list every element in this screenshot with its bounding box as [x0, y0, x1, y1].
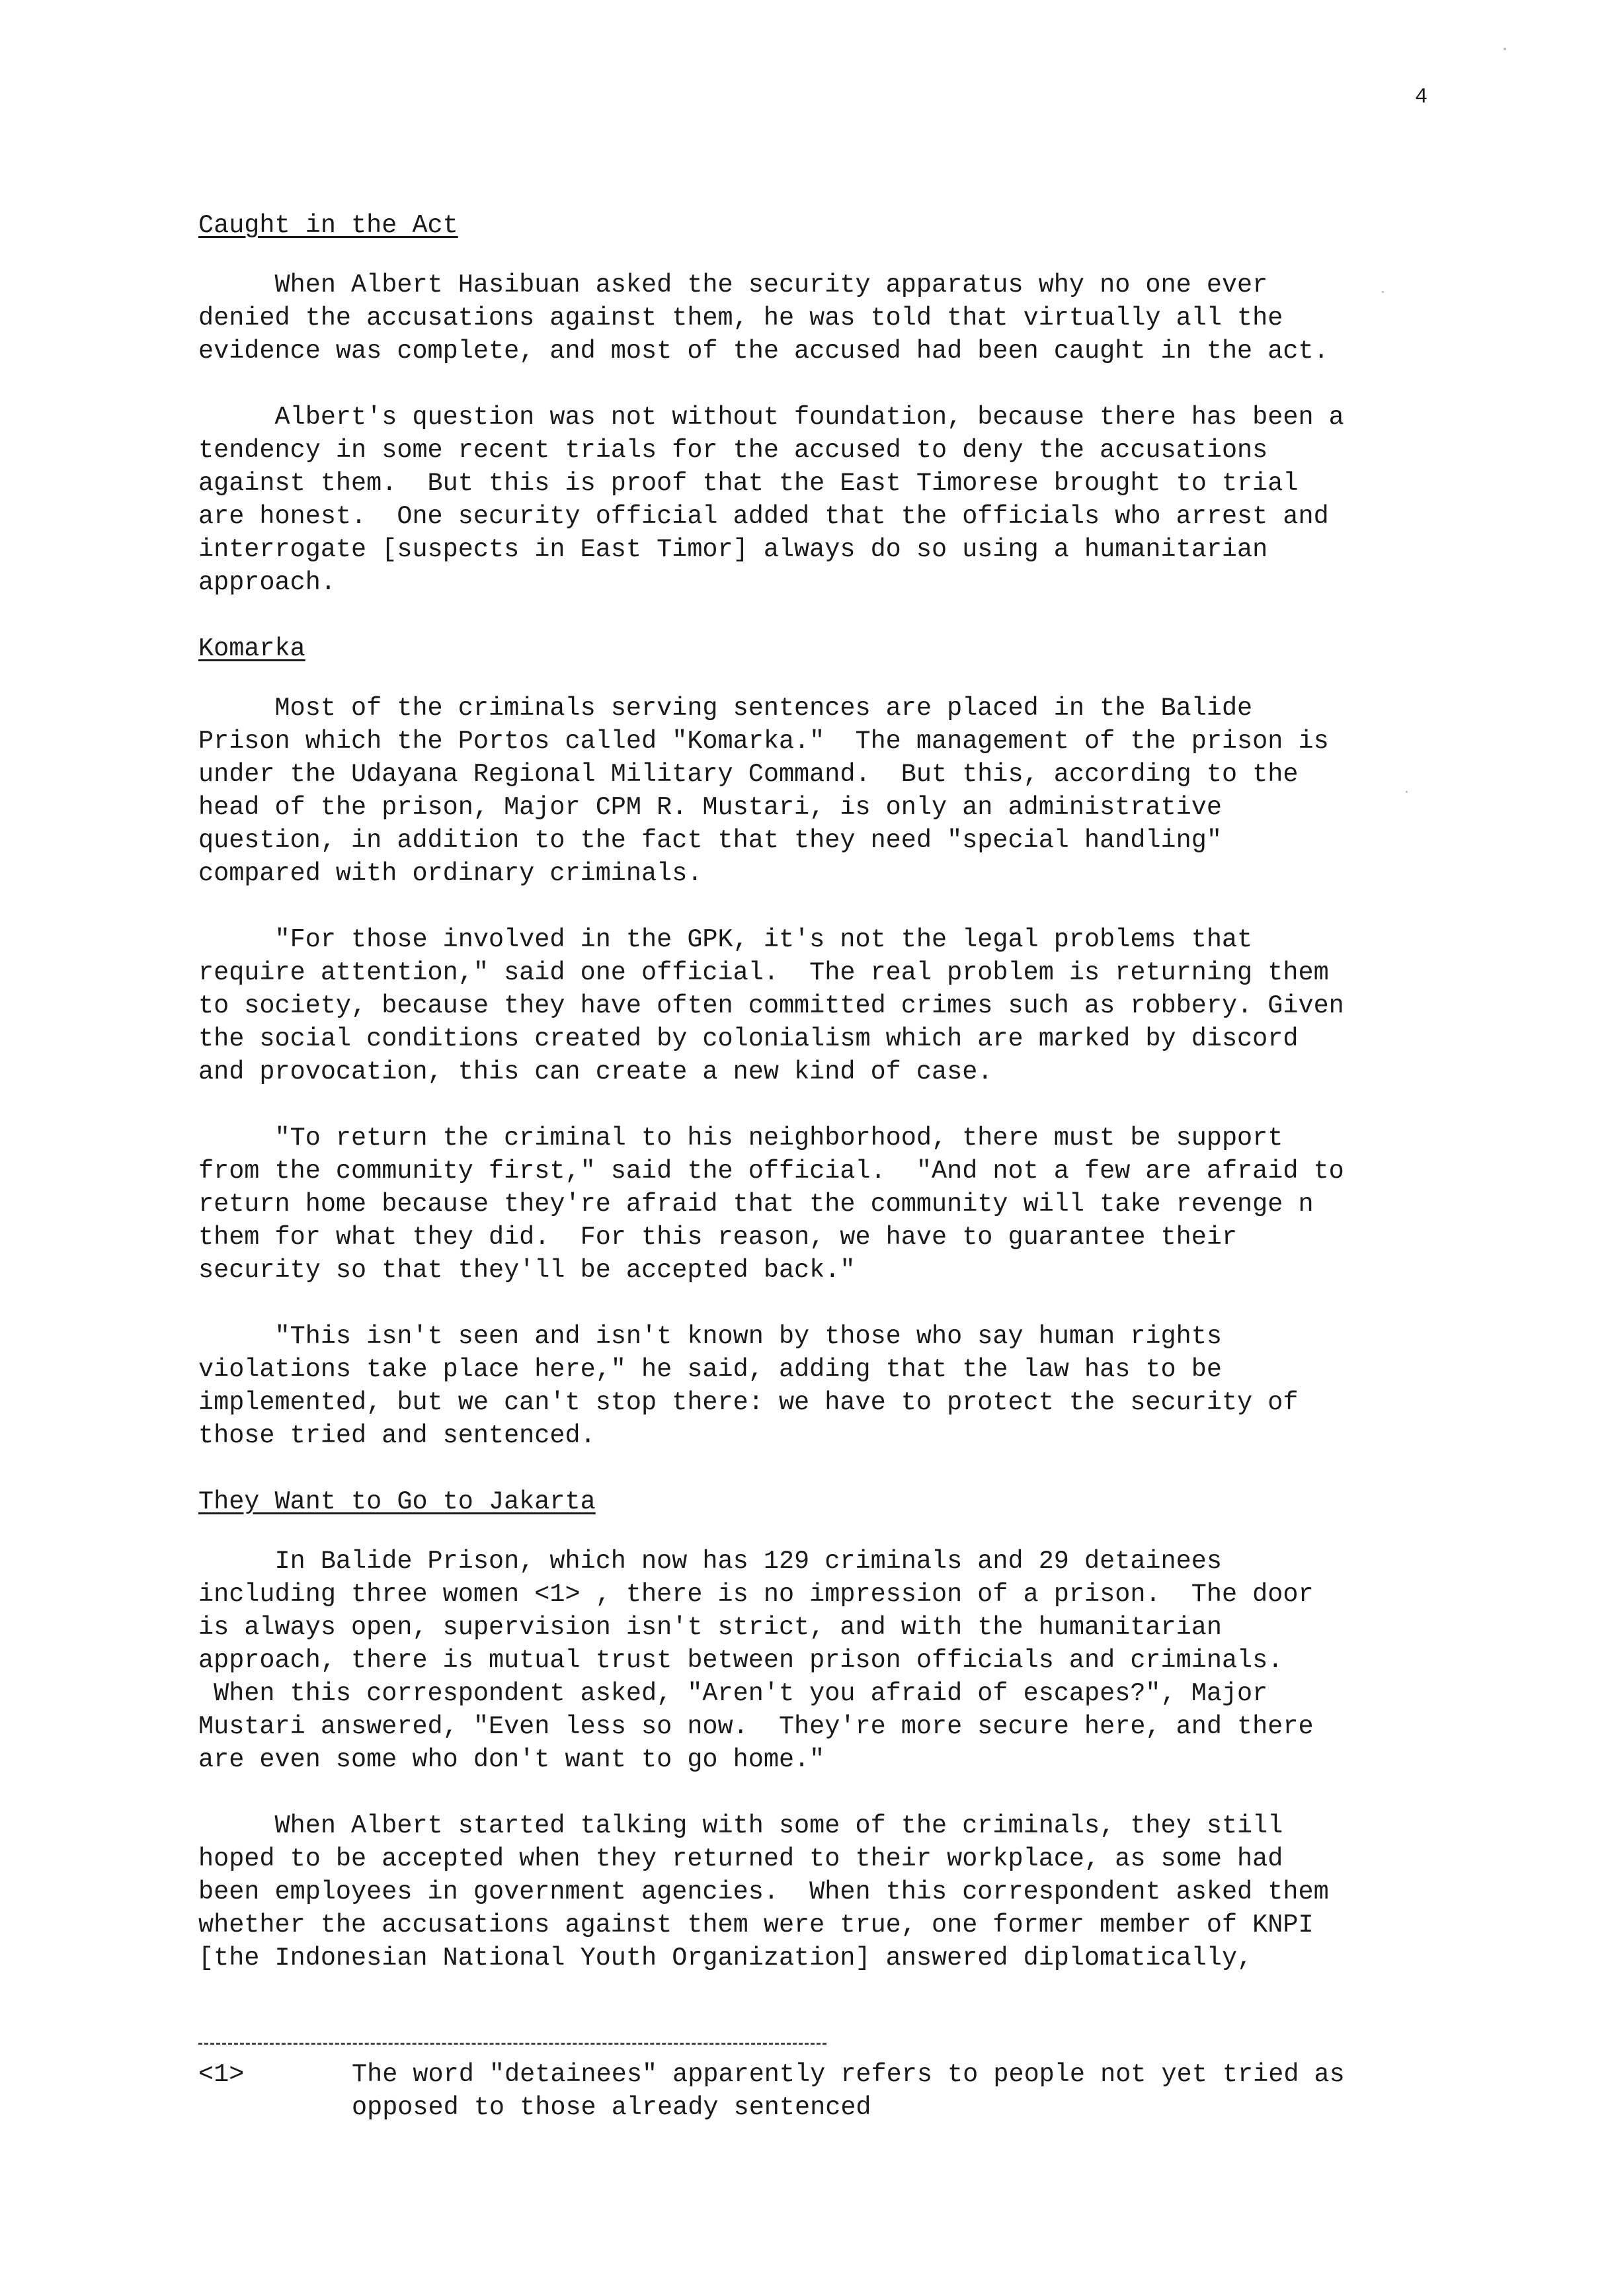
paragraph: [198, 692, 1455, 890]
text-line: is always open, supervision isn't strict, and with the humanitarian: [198, 1613, 1222, 1642]
text-line: interrogate [suspects in East Timor] always do so using a humanitarian: [198, 535, 1268, 564]
text-line: evidence was complete, and most of the accused had been caught in the act.: [198, 337, 1329, 366]
text-line: In Balide Prison, which now has 129 criminals and 29 detainees: [198, 1547, 1222, 1576]
text-line: When Albert Hasibuan asked the security apparatus why no one ever: [198, 270, 1268, 300]
text-line: compared with ordinary criminals.: [198, 859, 703, 888]
text-line: to society, because they have often committed crimes such as robbery. Given: [198, 991, 1344, 1020]
footnote-text: [352, 2058, 1345, 2124]
text-line: the social conditions created by colonialism which are marked by discord: [198, 1024, 1299, 1053]
paragraph: [198, 923, 1455, 1088]
text-line: head of the prison, Major CPM R. Mustari, is only an administrative: [198, 793, 1222, 822]
text-line: question, in addition to the fact that they need "special handling": [198, 826, 1222, 855]
text-line: violations take place here," he said, adding that the law has to be: [198, 1355, 1222, 1384]
scan-speck: [1382, 291, 1384, 293]
text-line: been employees in government agencies. When this correspondent asked them: [198, 1877, 1329, 1906]
text-line: Mustari answered, "Even less so now. They're more secure here, and there: [198, 1712, 1314, 1741]
text-line: are even some who don't want to go home.": [198, 1745, 825, 1774]
section-heading: They Want to Go to Jakarta: [198, 1487, 596, 1516]
paragraph: [198, 1809, 1455, 1975]
page-number: 4: [1415, 85, 1428, 109]
text-line: them for what they did. For this reason, we have to guarantee their: [198, 1223, 1238, 1252]
text-line: hoped to be accepted when they returned to their workplace, as some had: [198, 1844, 1283, 1873]
footnote-label: <1>: [198, 2060, 245, 2089]
paragraph: [198, 1545, 1455, 1776]
paragraph: [198, 1122, 1455, 1287]
text-line: When this correspondent asked, "Aren't you afraid of escapes?", Major: [198, 1679, 1268, 1708]
text-line: opposed to those already sentenced: [352, 2093, 871, 2122]
text-line: tendency in some recent trials for the accused to deny the accusations: [198, 436, 1268, 465]
text-line: implemented, but we can't stop there: we have to protect the security of: [198, 1388, 1299, 1417]
paragraph: [198, 1320, 1455, 1452]
text-line: require attention," said one official. The real problem is returning them: [198, 958, 1329, 987]
section-heading: Komarka: [198, 634, 305, 663]
footnote-divider: [198, 2043, 826, 2045]
text-line: security so that they'll be accepted back.": [198, 1256, 856, 1285]
text-line: those tried and sentenced.: [198, 1421, 596, 1450]
text-line: When Albert started talking with some of the criminals, they still: [198, 1811, 1283, 1840]
text-line: against them. But this is proof that the East Timorese brought to trial: [198, 469, 1299, 498]
text-line: from the community first," said the official. "And not a few are afraid to: [198, 1157, 1344, 1186]
text-line: approach.: [198, 568, 336, 597]
text-line: Albert's question was not without foundation, because there has been a: [198, 403, 1344, 432]
text-line: under the Udayana Regional Military Command. But this, according to the: [198, 760, 1299, 789]
text-line: "To return the criminal to his neighborhood, there must be support: [198, 1124, 1283, 1153]
paragraph: [198, 401, 1455, 599]
text-line: and provocation, this can create a new kind of case.: [198, 1057, 993, 1086]
scan-speck: [1406, 791, 1408, 793]
text-line: "This isn't seen and isn't known by those who say human rights: [198, 1322, 1222, 1351]
section-heading: Caught in the Act: [198, 211, 458, 240]
document-body: [198, 209, 1455, 2008]
text-line: The word "detainees" apparently refers to people not yet tried as: [352, 2060, 1345, 2089]
text-line: whether the accusations against them were true, one former member of KNPI: [198, 1910, 1314, 1940]
text-line: [the Indonesian National Youth Organization] answered diplomatically,: [198, 1944, 1253, 1973]
paragraph: [198, 268, 1455, 368]
text-line: denied the accusations against them, he was told that virtually all the: [198, 304, 1283, 333]
scan-speck: [1504, 48, 1506, 50]
text-line: Prison which the Portos called "Komarka." The management of the prison is: [198, 727, 1329, 756]
text-line: are honest. One security official added that the officials who arrest and: [198, 502, 1329, 531]
text-line: "For those involved in the GPK, it's not the legal problems that: [198, 925, 1253, 954]
text-line: Most of the criminals serving sentences are placed in the Balide: [198, 694, 1253, 723]
text-line: return home because they're afraid that the community will take revenge n: [198, 1190, 1314, 1219]
text-line: including three women <1> , there is no impression of a prison. The door: [198, 1580, 1314, 1609]
text-line: approach, there is mutual trust between prison officials and criminals.: [198, 1646, 1283, 1675]
